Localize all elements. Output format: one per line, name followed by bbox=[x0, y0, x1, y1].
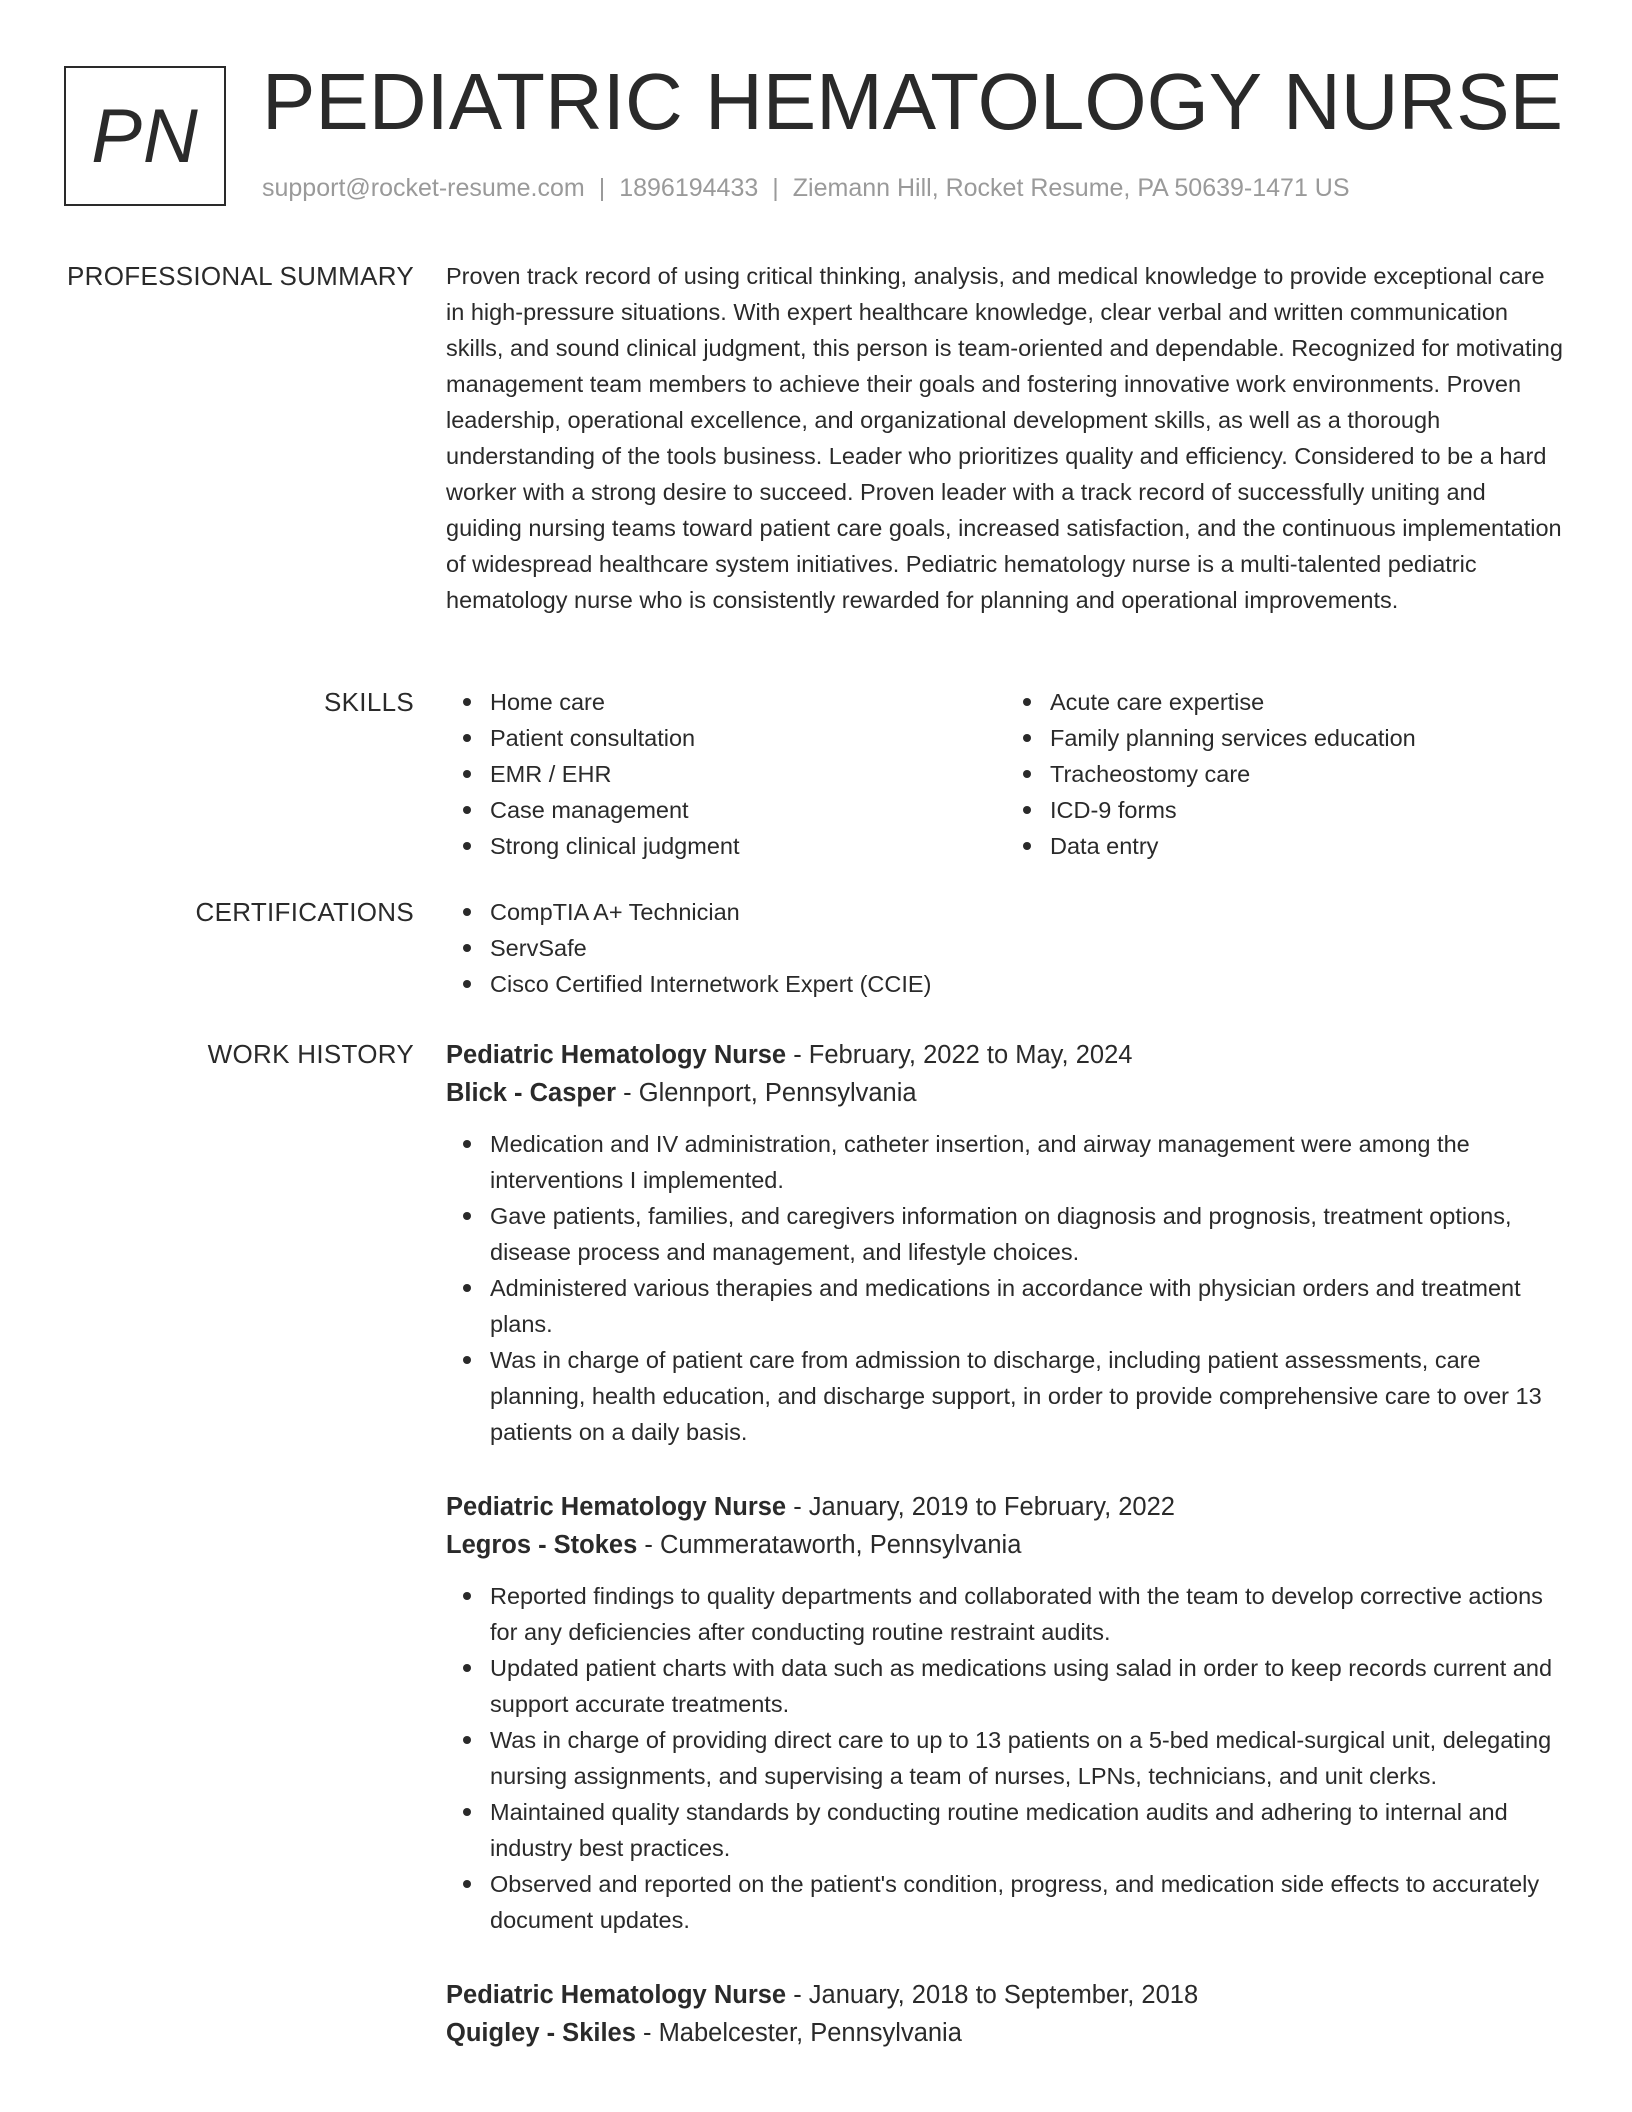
job-bullet: Administered various therapies and medications in accordance with physician orders and treatment plans. bbox=[490, 1270, 1566, 1342]
certification-item: CompTIA A+ Technician bbox=[490, 894, 1566, 930]
job-company: Blick - Casper bbox=[446, 1079, 617, 1107]
job-bullet: Observed and reported on the patient's condition, progress, and medication side effects to accurately document updates. bbox=[490, 1866, 1566, 1938]
contact-email: support@rocket-resume.com bbox=[262, 174, 585, 202]
work-history-heading: WORK HISTORY bbox=[207, 1039, 414, 1069]
job-bullet: Gave patients, families, and caregivers information on diagnosis and prognosis, treatment options, disease process and management, and lifestyle choices. bbox=[490, 1198, 1566, 1270]
job-bullets bbox=[446, 1126, 1566, 1450]
job-title-line bbox=[446, 1976, 1566, 2014]
resume-name: PEDIATRIC HEMATOLOGY NURSE bbox=[262, 57, 1563, 146]
job-company-line bbox=[446, 2014, 1566, 2052]
skill-item: Acute care expertise bbox=[1050, 684, 1566, 720]
contact-separator: | bbox=[772, 174, 779, 202]
job-title: Pediatric Hematology Nurse bbox=[446, 1041, 787, 1069]
skill-item: Home care bbox=[490, 684, 1006, 720]
skills-columns bbox=[446, 684, 1566, 864]
skill-item: Patient consultation bbox=[490, 720, 1006, 756]
skills-list-left bbox=[446, 684, 1006, 864]
skill-item: Tracheostomy care bbox=[1050, 756, 1566, 792]
skill-item: Data entry bbox=[1050, 828, 1566, 864]
job-bullet: Medication and IV administration, catheter insertion, and airway management were among the interventions I implemented. bbox=[490, 1126, 1566, 1198]
skill-item: Family planning services education bbox=[1050, 720, 1566, 756]
job-location: - Cummerataworth, Pennsylvania bbox=[637, 1531, 1022, 1559]
skill-item: EMR / EHR bbox=[490, 756, 1006, 792]
job-bullets bbox=[446, 1578, 1566, 1938]
certification-item: Cisco Certified Internetwork Expert (CCIE) bbox=[490, 966, 1566, 1002]
job-entry bbox=[446, 1976, 1566, 2052]
contact-address: Ziemann Hill, Rocket Resume, PA 50639-1471 US bbox=[792, 174, 1350, 202]
certification-item: ServSafe bbox=[490, 930, 1566, 966]
job-title: Pediatric Hematology Nurse bbox=[446, 1493, 787, 1521]
job-dates: - February, 2022 to May, 2024 bbox=[786, 1041, 1133, 1069]
skill-item: Strong clinical judgment bbox=[490, 828, 1006, 864]
job-dates: - January, 2019 to February, 2022 bbox=[786, 1493, 1175, 1521]
job-company-line bbox=[446, 1526, 1566, 1564]
certifications-body bbox=[446, 894, 1566, 1002]
job-dates: - January, 2018 to September, 2018 bbox=[786, 1981, 1199, 2009]
job-title: Pediatric Hematology Nurse bbox=[446, 1981, 787, 2009]
job-title-line bbox=[446, 1488, 1566, 1526]
contact-line bbox=[262, 174, 1350, 203]
skill-item: Case management bbox=[490, 792, 1006, 828]
summary-text: Proven track record of using critical thinking, analysis, and medical knowledge to provide exceptional care in high-pressure situations. With expert healthcare knowledge, clear verbal and written communication skills, and sound clinical judgment, this person is team-oriented and dependable. Recognized for motivating management team members to achieve their goals and fostering innovative work environments. Proven leadership, operational excellence, and organizational development skills, as well as a thorough understanding of the tools business. Leader who prioritizes quality and efficiency. Considered to be a hard worker with a strong desire to succeed. Proven leader with a track record of successfully uniting and guiding nursing teams toward patient care goals, increased satisfaction, and the continuous implementation of widespread healthcare system initiatives. Pediatric hematology nurse is a multi-talented pediatric hematology nurse who is consistently rewarded for planning and operational improvements. bbox=[446, 263, 1563, 613]
job-bullet: Was in charge of providing direct care to up to 13 patients on a 5-bed medical-surgical unit, delegating nursing assignments, and supervising a team of nurses, LPNs, technicians, and unit clerks. bbox=[490, 1722, 1566, 1794]
summary-body bbox=[446, 258, 1566, 618]
job-bullet: Updated patient charts with data such as medications using salad in order to keep records current and support accurate treatments. bbox=[490, 1650, 1566, 1722]
job-bullet: Was in charge of patient care from admission to discharge, including patient assessments, care planning, health education, and discharge support, in order to provide comprehensive care to over 13 patients on a daily basis. bbox=[490, 1342, 1566, 1450]
job-title-line bbox=[446, 1036, 1566, 1074]
contact-phone: 1896194433 bbox=[619, 174, 759, 202]
work-history-body bbox=[446, 1036, 1566, 2090]
job-location: - Glennport, Pennsylvania bbox=[616, 1079, 917, 1107]
job-company: Quigley - Skiles bbox=[446, 2019, 636, 2047]
summary-heading: PROFESSIONAL SUMMARY bbox=[67, 261, 414, 291]
job-location: - Mabelcester, Pennsylvania bbox=[635, 2019, 962, 2047]
job-bullet: Reported findings to quality departments and collaborated with the team to develop corrective actions for any deficiencies after conducting routine restraint audits. bbox=[490, 1578, 1566, 1650]
certifications-heading: CERTIFICATIONS bbox=[195, 897, 414, 927]
monogram-initials: PN bbox=[91, 93, 199, 179]
monogram-box bbox=[64, 66, 226, 206]
skills-heading: SKILLS bbox=[324, 687, 414, 717]
contact-separator: | bbox=[598, 174, 606, 202]
job-bullet: Maintained quality standards by conducting routine medication audits and adhering to internal and industry best practices. bbox=[490, 1794, 1566, 1866]
job-entry bbox=[446, 1036, 1566, 1450]
skills-list-right bbox=[1006, 684, 1566, 864]
job-entry bbox=[446, 1488, 1566, 1938]
certifications-list bbox=[446, 894, 1566, 1002]
skill-item: ICD-9 forms bbox=[1050, 792, 1566, 828]
job-company: Legros - Stokes bbox=[446, 1531, 638, 1559]
job-company-line bbox=[446, 1074, 1566, 1112]
